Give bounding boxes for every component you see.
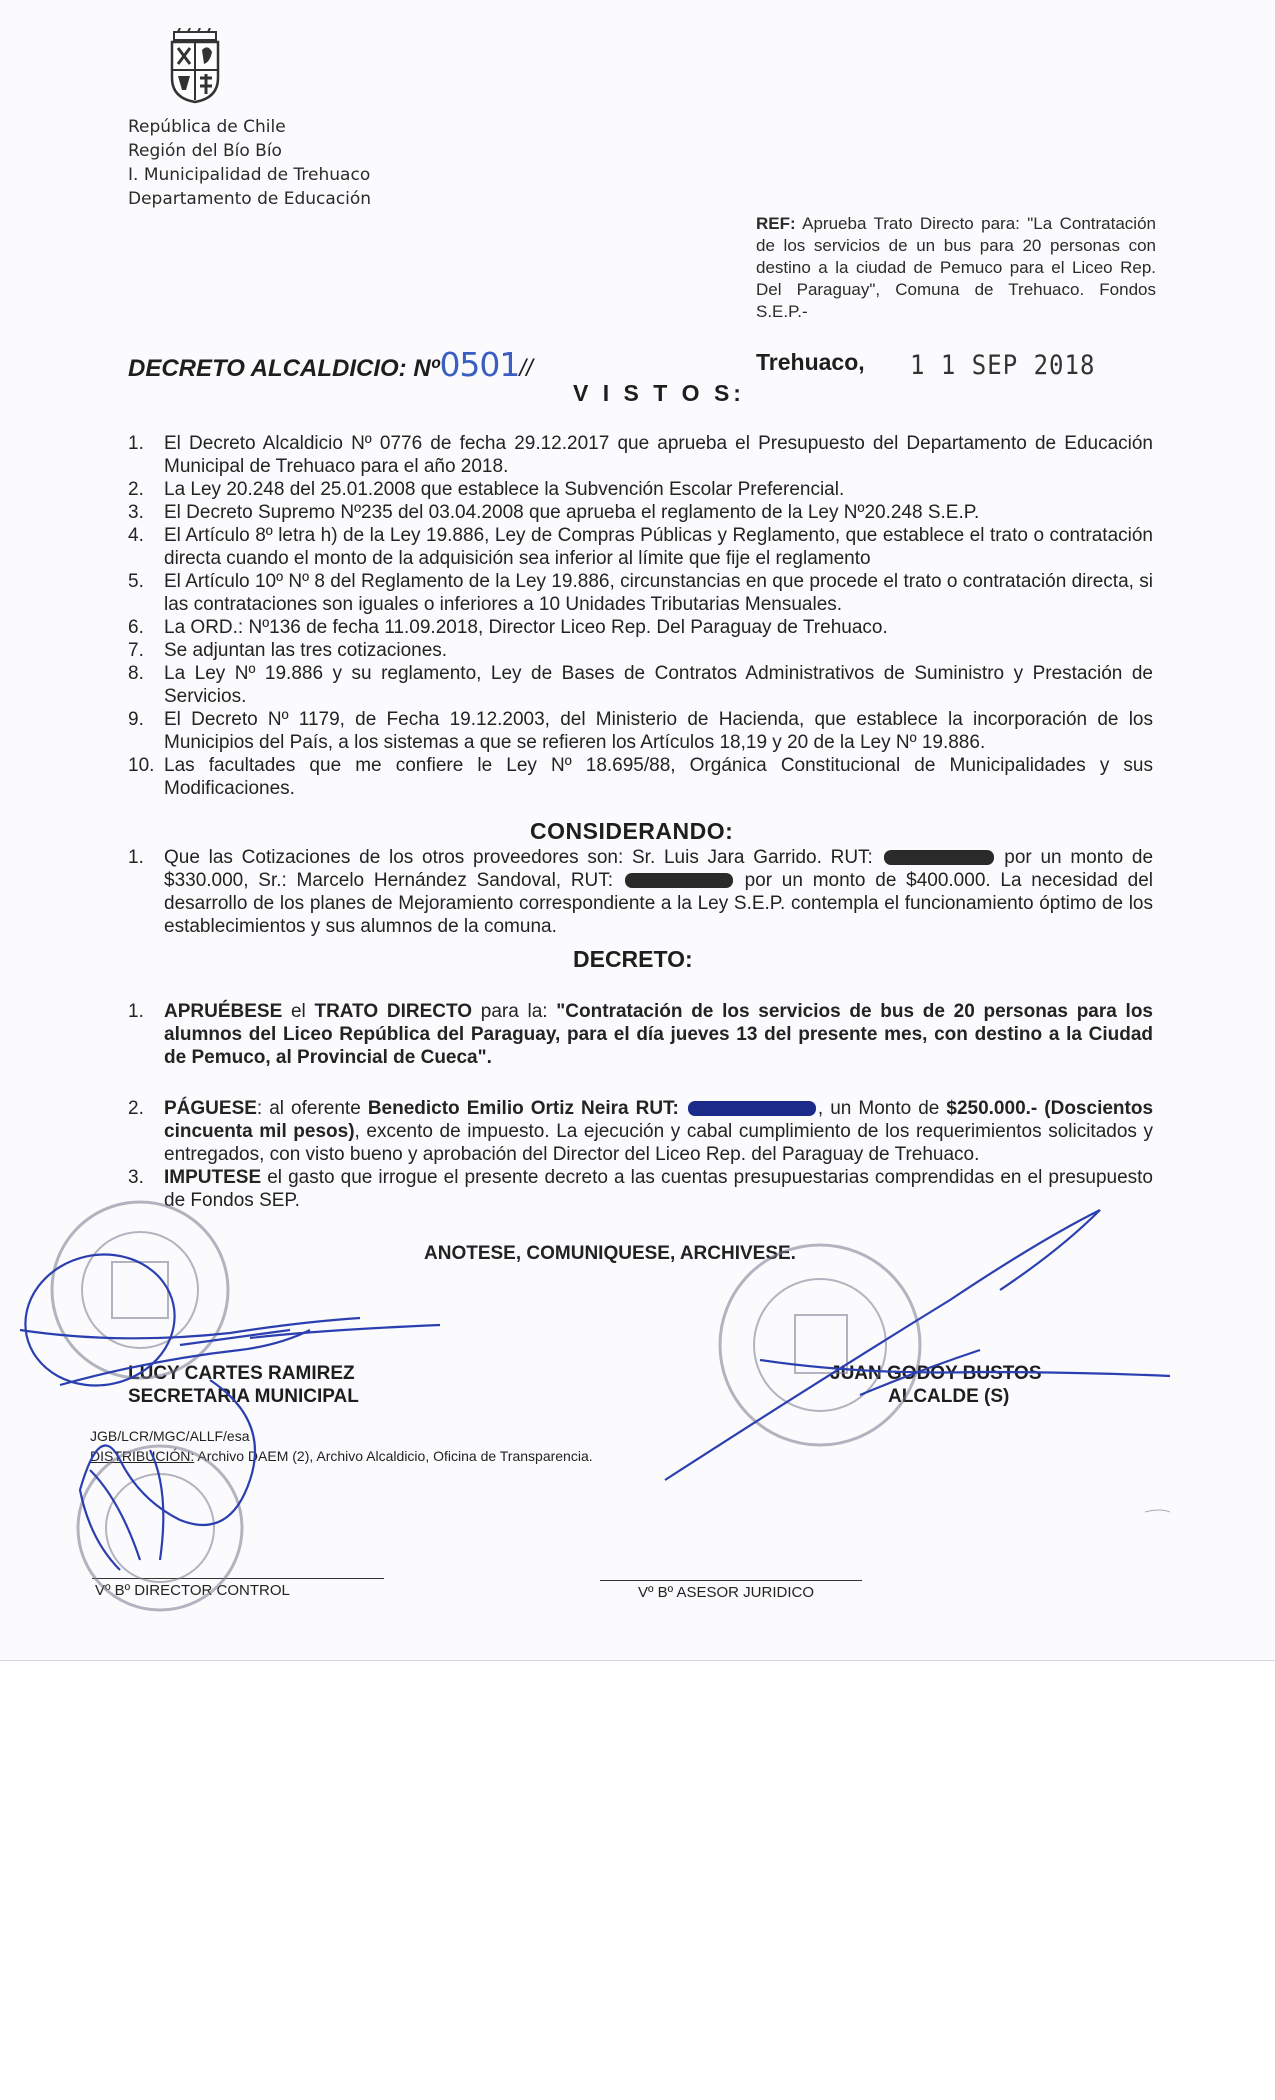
item-number: 5. <box>128 571 144 592</box>
control-unit-stamp <box>78 1446 242 1610</box>
control-approval-label: Vº Bº DIRECTOR CONTROL <box>95 1582 290 1599</box>
place-label: Trehuaco, <box>756 349 865 375</box>
item-number: 9. <box>128 709 144 730</box>
signer-title: SECRETARIA MUNICIPAL <box>128 1386 359 1407</box>
mayor-signature <box>665 1210 1170 1480</box>
department-line: Departamento de Educación <box>128 189 372 209</box>
item-text: El Decreto Alcaldicio Nº 0776 de fecha 29.12.2017 que aprueba el Presupuesto del Departamento de Educación Municipal de Trehuaco para el año 2018. <box>164 433 1153 477</box>
decree-suffix: // <box>519 355 533 382</box>
scan-mark <box>1145 1510 1170 1512</box>
signer-name: LUCY CARTES RAMIREZ <box>128 1363 355 1384</box>
date-stamp: 1 1 SEP 2018 <box>910 349 1096 381</box>
item-number: 1. <box>128 433 144 454</box>
considerando-heading: CONSIDERANDO: <box>530 818 734 844</box>
item-number: 6. <box>128 617 144 638</box>
item-text: para la: <box>472 1001 557 1022</box>
item-text: Las facultades que me confiere le Ley Nº 18.695/88, Orgánica Constitucional de Municipalidades y sus Modificaciones. <box>164 755 1153 799</box>
item-number: 3. <box>128 502 144 523</box>
distribution-label: DISTRIBUCIÓN: <box>90 1448 195 1464</box>
item-text: La Ley Nº 19.886 y su reglamento, Ley de Bases de Contratos Administrativos de Suministro y Prestación de Servicios. <box>164 663 1153 707</box>
initials: JGB/LCR/MGC/ALLF/esa <box>90 1428 250 1444</box>
municipal-stamp-right <box>720 1245 920 1445</box>
item-number: 7. <box>128 640 144 661</box>
item-text: el gasto que irrogue el presente decreto a las cuentas presupuestarias comprendidas en el presupuesto de Fondos SEP. <box>164 1167 1153 1211</box>
considerando-text-3: por un monto de $400.000. La necesidad del desarrollo de los planes de Mejoramiento correspondiente a la Ley S.E.P. contempla el funcionamiento óptimo de los establecimientos y sus alumnos de la comuna. <box>164 870 1154 937</box>
ref-text: Aprueba Trato Directo para: "La Contratación de los servicios de un bus para 20 personas con destino a la ciudad de Pemuco para el Liceo Rep. Del Paraguay", Comuna de Trehuaco. Fondos S.E.P.- <box>756 214 1156 321</box>
decree-title-label: DECRETO ALCALDICIO: Nº <box>128 355 440 382</box>
item-number: 3. <box>128 1167 144 1188</box>
approve-verb: APRUÉBESE <box>164 1001 283 1022</box>
item-number: 8. <box>128 663 144 684</box>
item-text: El Artículo 8º letra h) de la Ley 19.886, Ley de Compras Públicas y Reglamento, que establece el trato o contratación directa cuando el monto de la adquisición sea inferior al límite que fije el reglamento <box>164 525 1153 569</box>
item-text: , un Monto de <box>817 1098 947 1119</box>
item-text: el <box>282 1001 315 1022</box>
item-number: 10. <box>128 755 155 776</box>
item-text: La ORD.: Nº136 de fecha 11.09.2018, Director Liceo Rep. Del Paraguay de Trehuaco. <box>164 617 888 638</box>
item-number: 1. <box>128 847 144 868</box>
secretary-signature <box>13 1241 440 1399</box>
item-text: El Decreto Supremo Nº235 del 03.04.2008 que aprueba el reglamento de la Ley Nº20.248 S.E.P. <box>164 502 980 523</box>
item-number: 4. <box>128 525 144 546</box>
item-number: 2. <box>128 479 144 500</box>
pay-verb: PÁGUESE <box>164 1098 257 1119</box>
item-text: , excento de impuesto. La ejecución y cabal cumplimiento de los requerimientos solicitados y entregados, con visto bueno y aprobación del Director del Liceo Rep. del Paraguay de Trehuaco. <box>164 1121 1153 1165</box>
legal-approval-label: Vº Bº ASESOR JURIDICO <box>638 1584 814 1601</box>
service-description: "Contratación de los servicios de bus de 20 personas para los alumnos del Liceo República del Paraguay, para el día jueves 13 del presente mes, con destino a la Ciudad de Pemuco, al Provincial de Cueca". <box>164 1001 1153 1068</box>
item-text: Se adjuntan las tres cotizaciones. <box>164 640 448 661</box>
closing-formula: ANOTESE, COMUNIQUESE, ARCHIVESE. <box>424 1243 796 1264</box>
provider-name: Benedicto Emilio Ortiz Neira RUT: <box>367 1098 679 1119</box>
item-text: El Artículo 10º Nº 8 del Reglamento de la Ley 19.886, circunstancias en que procede el trato o contratación directa, si las contrataciones son iguales o inferiores a 10 Unidades Tributarias Mensuales. <box>164 571 1153 615</box>
item-text: : al oferente <box>256 1098 368 1119</box>
considerando-text-2: por un monto de $330.000, Sr.: Marcelo Hernández Sandoval, RUT: <box>164 847 1154 891</box>
signer-title: ALCALDE (S) <box>888 1386 1010 1407</box>
payment-amount: $250.000.- (Doscientos cincuenta mil pesos) <box>164 1098 1154 1142</box>
ref-label: REF: <box>756 214 796 233</box>
municipality-line: I. Municipalidad de Trehuaco <box>128 165 371 185</box>
vistos-heading: V I S T O S: <box>573 380 745 406</box>
country-line: República de Chile <box>128 117 286 137</box>
decreto-heading: DECRETO: <box>573 946 693 972</box>
distribution-text: Archivo DAEM (2), Archivo Alcaldicio, Oficina de Transparencia. <box>197 1448 593 1464</box>
impute-verb: IMPUTESE <box>164 1167 262 1188</box>
item-number: 2. <box>128 1098 144 1119</box>
trato-directo: TRATO DIRECTO <box>314 1001 473 1022</box>
region-line: Región del Bío Bío <box>128 141 282 161</box>
item-number: 1. <box>128 1001 144 1022</box>
item-text: La Ley 20.248 del 25.01.2008 que establece la Subvención Escolar Preferencial. <box>164 479 845 500</box>
item-text: El Decreto Nº 1179, de Fecha 19.12.2003, del Ministerio de Hacienda, que establece la incorporación de los Municipios del País, a los sistemas a que se refieren los Artículos 18,19 y 20 de la Ley Nº 19.886. <box>164 709 1153 753</box>
decree-number: 0501 <box>439 345 520 384</box>
municipal-stamp-left <box>52 1202 228 1378</box>
considerando-text-1: Que las Cotizaciones de los otros proveedores son: Sr. Luis Jara Garrido. RUT: <box>164 847 873 868</box>
signer-name: JUAN GODOY BUSTOS <box>830 1363 1042 1384</box>
